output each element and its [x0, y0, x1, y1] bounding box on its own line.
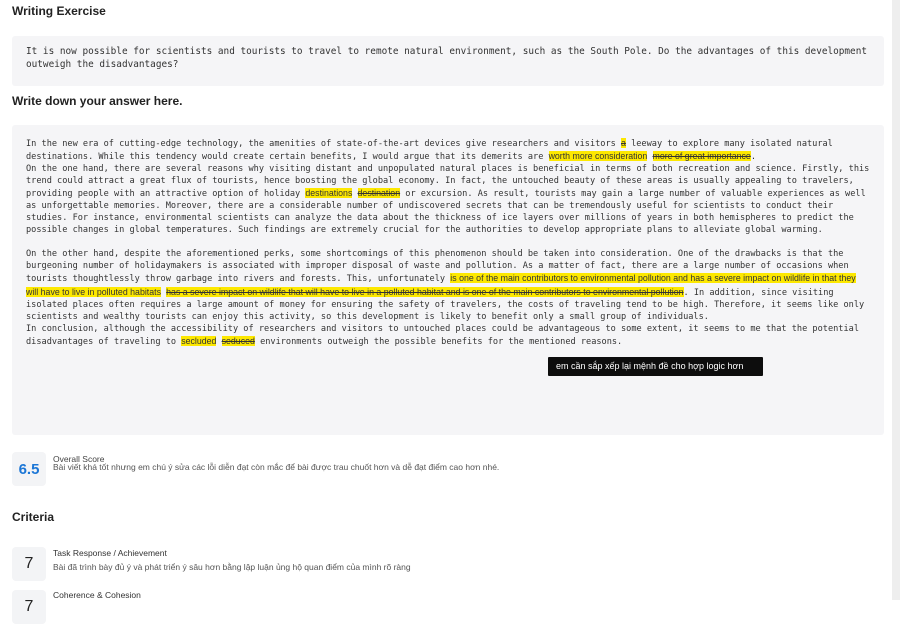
overall-score-comment: Bài viết khá tốt nhưng em chú ý sửa các lỗi diễn đạt còn mắc để bài được trau chuốt hơn và dễ đạt điểm cao hơn nhé. — [53, 462, 500, 472]
text-segment: or excursion. As result, tourists may gain a large number of valuable experiences as well as unforgettable memories. Moreover, there are a considerable number of undiscovered secrets that can be tremendously useful for scientists to conduct their studies. For instance, environmental scientists can analyze the data about the thickness of ice layers over millions of years in both hemispheres to predict the possible changes in global temperatures. Such findings are extremely crucial for the authorities to develop appropriate plans to alleviate global warming. — [26, 189, 866, 236]
highlighted-correction[interactable]: destinations — [305, 188, 353, 199]
highlighted-correction[interactable]: is one of the main contributors to environmental pollution and has a severe impact on wildlife in that they will have to live in polluted habitats — [26, 273, 856, 297]
prompt-text: It is now possible for scientists and tourists to travel to remote natural environment, such as the South Pole. Do the advantages of this development outweigh the disadvantages? — [26, 46, 867, 70]
text-segment — [216, 337, 221, 347]
text-segment: environments outweigh the possible benefits for the mentioned reasons. — [254, 336, 623, 347]
criterion-score-badge: 7 — [12, 547, 46, 581]
text-segment: In the new era of cutting-edge technology, the amenities of state-of-the-art devices give researchers and visitors — [26, 139, 621, 149]
answer-paragraph-2 — [26, 163, 870, 236]
deleted-correction[interactable]: more of great importance — [652, 151, 751, 162]
highlighted-correction[interactable]: worth more consideration — [548, 151, 648, 162]
text-segment: . In addition, since visiting isolated places often requires a large amount of money for ensuring the safety of travelers, the costs of traveling tend to be high. Therefore, it seems like only scientists and wealthy tourists can enjoy this activity, so this development is likely to benefit only a small group of individuals. — [26, 287, 865, 322]
text-segment: On the other hand, despite the aforementioned perks, some shortcomings of this phenomenon should be taken into consideration. One of the drawbacks is that the burgeoning number of holidaymakers is associated with improper disposal of waste and pollution. As a matter of fact, there are a large number of occasions when tourists thoughtlessly throw garbage into rivers and forests. This, unfortunately — [26, 249, 849, 285]
criterion-label: Task Response / Achievement — [53, 548, 167, 558]
answer-paragraph-1 — [26, 137, 870, 163]
overall-score-badge: 6.5 — [12, 452, 46, 486]
text-segment: In conclusion, although the accessibility of researchers and visitors to untouched places could be advantageous to some extent, it seems to me that the potential disadvantages of traveling to — [26, 323, 859, 347]
criteria-heading: Criteria — [12, 510, 55, 524]
answer-heading: Write down your answer here. — [12, 94, 183, 108]
answer-paragraph-3 — [26, 248, 870, 322]
deleted-correction[interactable]: destination — [357, 188, 401, 199]
text-segment: . — [750, 152, 756, 163]
answer-box[interactable] — [12, 125, 884, 435]
criterion-label: Coherence & Cohesion — [53, 590, 141, 600]
overall-score-label: Overall Score — [53, 454, 105, 464]
prompt-box — [12, 36, 884, 86]
text-segment: leeway to explore many isolated natural destinations. While this tendency would create certain benefits, I would argue that its demerits are — [26, 139, 833, 163]
text-segment — [352, 189, 357, 199]
deleted-correction[interactable]: a — [621, 138, 626, 148]
deleted-correction[interactable]: seduced — [221, 335, 255, 346]
deleted-correction[interactable]: has a severe impact on wildlife that will have to live in a polluted habitat and is one of the main contributors to environmental pollution — [166, 286, 684, 297]
text-segment: On the one hand, there are several reasons why visiting distant and unpopulated natural places is beneficial in terms of both recreation and science. Firstly, this trend could attract a great flux of tourists, hence boosting the global economy. In fact, the untouched beauty of these areas is usually appealing to travelers, providing people with an attractive option of holiday — [26, 164, 870, 200]
highlighted-correction[interactable]: secluded — [181, 335, 217, 346]
answer-paragraph-4 — [26, 323, 870, 348]
criterion-comment: Bài đã trình bày đủ ý và phát triển ý sâu hơn bằng lập luận ủng hộ quan điểm của mình rõ ràng — [53, 562, 411, 572]
text-segment — [647, 152, 652, 162]
page-title: Writing Exercise — [12, 4, 106, 18]
criterion-score-badge: 7 — [12, 590, 46, 624]
correction-tooltip: em cần sắp xếp lại mệnh đề cho hợp logic hơn — [548, 357, 763, 376]
right-scroll-rail — [892, 0, 900, 600]
